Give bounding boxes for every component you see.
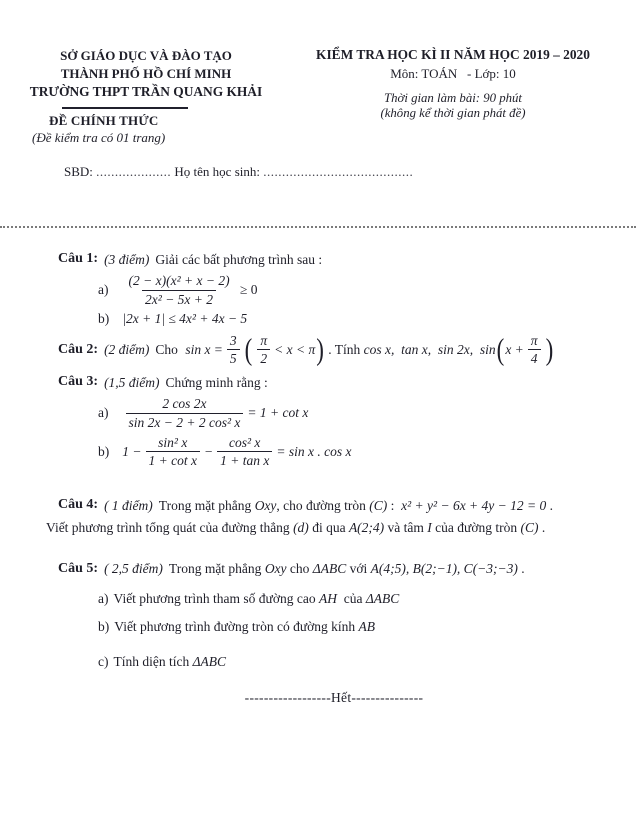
big-parenthesis: ( xyxy=(244,333,253,367)
plain-text: : xyxy=(387,497,402,513)
question-5-item-a xyxy=(98,591,610,607)
math-text: sin x = xyxy=(185,342,223,358)
header xyxy=(0,0,636,196)
fraction-numerator: (2 − x)(x² + x − 2) xyxy=(128,272,230,288)
question-4-heading xyxy=(58,495,610,515)
school-name: TRƯỜNG THPT TRẦN QUANG KHẢI xyxy=(29,83,263,99)
question-3-item-b-label: b) xyxy=(98,443,110,459)
plain-text: cho xyxy=(286,561,313,576)
question-1-label: Câu 1: xyxy=(58,251,99,267)
question-3-label: Câu 3: xyxy=(58,374,99,390)
big-parenthesis: ) xyxy=(316,333,324,367)
fraction-numerator: sin² x xyxy=(158,434,188,450)
math-text: 1 − xyxy=(122,443,142,459)
fraction-denominator: 1 + cot x xyxy=(146,451,200,469)
plain-text: . xyxy=(546,497,554,513)
big-parenthesis: ) xyxy=(545,333,554,367)
plain-text: và tâm xyxy=(384,519,428,535)
duration-note: (không kể thời gian phát đề) xyxy=(380,106,526,120)
subject-grade-line: Môn: TOÁN - Lớp: 10 xyxy=(390,66,516,81)
fraction-denominator: 5 xyxy=(227,349,240,367)
plain-text: ≥ 0 xyxy=(236,282,258,298)
question-3-item-a xyxy=(98,395,610,432)
question-3-points: (1,5 điểm) xyxy=(104,374,160,390)
header-left xyxy=(22,47,414,196)
math-text: ΔABC xyxy=(192,653,227,669)
question-5-points: ( 2,5 điểm) xyxy=(104,561,163,576)
pages-note: (Đề kiểm tra có 01 trang) xyxy=(32,130,166,146)
question-5-item-a-text xyxy=(114,591,400,607)
question-4-label: Câu 4: xyxy=(58,497,99,513)
question-5-item-b-text xyxy=(114,619,375,635)
question-5-item-c xyxy=(98,654,610,670)
fraction-denominator: 1 + tan x xyxy=(217,451,272,469)
fraction xyxy=(227,333,240,368)
plain-text: Viết phương trình đường tròn có đường kính xyxy=(114,618,359,634)
plain-text: . xyxy=(517,561,525,576)
department-line-2: THÀNH PHỐ HỒ CHÍ MINH xyxy=(60,65,232,81)
fraction-denominator: 4 xyxy=(528,349,541,367)
math-text: (d) xyxy=(293,519,309,535)
question-5-item-a-label: a) xyxy=(98,590,109,606)
question-4-points: ( 1 điểm) xyxy=(104,497,153,513)
question-2-formula xyxy=(185,332,554,369)
question-1-item-a xyxy=(98,272,610,309)
question-5 xyxy=(58,559,610,670)
question-1-item-b-formula xyxy=(122,311,247,327)
fraction xyxy=(528,333,541,368)
question-5-label: Câu 5: xyxy=(58,560,99,576)
question-5-item-b-label: b) xyxy=(98,618,110,634)
header-divider-rule xyxy=(62,107,188,109)
math-text: I xyxy=(427,519,432,535)
math-text: = 1 + cot x xyxy=(247,405,309,421)
big-parenthesis: ( xyxy=(496,333,505,367)
duration-line: Thời gian làm bài: 90 phút xyxy=(383,91,522,105)
math-text: |2x + 1| ≤ 4x² + 4x − 5 xyxy=(122,310,248,326)
math-text: (C) xyxy=(369,497,388,513)
math-text: ΔABC xyxy=(312,561,347,576)
question-1-item-b-label: b) xyxy=(98,310,110,326)
question-5-item-b xyxy=(98,619,610,635)
questions-area xyxy=(0,228,636,706)
question-5-line-1 xyxy=(169,559,525,579)
exam-title: KIỂM TRA HỌC KÌ II NĂM HỌC 2019 – 2020 xyxy=(316,47,590,62)
sbd-label: SBD: xyxy=(64,164,97,180)
plain-text: , cho đường tròn xyxy=(276,497,370,513)
math-text: AB xyxy=(358,618,376,634)
fraction-numerator: 3 xyxy=(229,332,237,348)
plain-text: của đường tròn xyxy=(431,519,521,535)
plain-text: của xyxy=(336,590,366,606)
exam-type-label: ĐỀ CHÍNH THỨC xyxy=(49,113,159,129)
fraction xyxy=(257,333,270,368)
plain-text: . xyxy=(538,519,546,535)
question-1-item-a-label: a) xyxy=(98,282,109,298)
math-text: x² + y² − 6x + 4y − 12 = 0 xyxy=(401,497,547,513)
math-text: A(4;5), B(2;−1), C(−3;−3) xyxy=(370,561,518,576)
math-text: = sin x . cos x xyxy=(276,443,352,459)
question-5-heading xyxy=(58,559,610,579)
student-name-blank-field: ........................................ xyxy=(263,164,414,180)
student-name-label: Họ tên học sinh: xyxy=(171,164,264,180)
question-1-heading xyxy=(58,249,610,269)
plain-text: với xyxy=(346,561,371,576)
question-3-intro: Chứng minh rằng : xyxy=(165,374,268,390)
math-text: x + xyxy=(505,342,524,358)
candidate-info-row xyxy=(22,148,414,196)
plain-text: Tính diện tích xyxy=(113,653,193,669)
question-3 xyxy=(58,372,610,470)
question-2-intro: Cho xyxy=(155,342,182,358)
fraction-denominator: sin 2x − 2 + 2 cos² x xyxy=(126,413,244,431)
fraction-numerator: 2 cos 2x xyxy=(162,395,207,411)
plain-text: Viết phương trình tổng quát của đường thẳng xyxy=(46,519,294,535)
fraction xyxy=(126,396,244,431)
math-text: < x < π xyxy=(274,342,316,358)
question-3-heading xyxy=(58,372,610,392)
fraction-numerator: π xyxy=(530,332,538,348)
math-text: cos x, tan x, sin 2x, sin xyxy=(363,342,496,358)
math-text: Oxy xyxy=(264,561,287,576)
header-right xyxy=(294,47,612,196)
question-2 xyxy=(58,332,610,369)
question-1-intro: Giải các bất phương trình sau : xyxy=(155,251,323,267)
department-line-1: SỞ GIÁO DỤC VÀ ĐÀO TẠO xyxy=(60,48,232,63)
fraction-denominator: 2x² − 5x + 2 xyxy=(142,290,216,308)
question-2-points: (2 điểm) xyxy=(104,342,150,358)
plain-text: . Tính xyxy=(324,342,364,358)
question-3-item-b xyxy=(98,434,610,471)
fraction-denominator: 2 xyxy=(257,349,270,367)
question-4-line-1 xyxy=(159,496,553,516)
sbd-blank-field: .................... xyxy=(96,164,172,180)
plain-text: Viết phương trình tham số đường cao xyxy=(113,590,319,606)
fraction xyxy=(217,435,272,470)
math-text: ΔABC xyxy=(365,590,400,606)
math-text: (C) xyxy=(520,519,539,535)
plain-text: Trong mặt phẳng xyxy=(158,497,255,513)
question-5-item-c-text xyxy=(114,654,227,670)
question-1-item-a-formula xyxy=(122,272,258,309)
question-1-points: (3 điểm) xyxy=(104,251,150,267)
math-text: AH xyxy=(318,590,337,606)
question-2-label: Câu 2: xyxy=(58,341,99,357)
end-marker: ------------------Hết--------------- xyxy=(244,689,424,705)
question-3-item-a-label: a) xyxy=(98,405,109,421)
question-1 xyxy=(58,249,610,326)
question-1-item-b xyxy=(98,311,610,327)
fraction xyxy=(126,273,233,308)
plain-text: Trong mặt phẳng xyxy=(168,561,265,576)
plain-text: đi qua xyxy=(308,519,349,535)
question-4 xyxy=(46,495,610,535)
fraction xyxy=(146,435,200,470)
fraction-numerator: π xyxy=(260,332,268,348)
question-3-item-b-formula xyxy=(122,434,351,471)
question-2-heading xyxy=(58,332,610,369)
question-4-line-2 xyxy=(46,520,610,536)
math-text: Oxy xyxy=(254,497,277,513)
math-text: A(2;4) xyxy=(348,519,385,535)
math-text: − xyxy=(203,443,214,459)
question-3-item-a-formula xyxy=(122,395,309,432)
question-5-item-c-label: c) xyxy=(98,653,109,669)
fraction-numerator: cos² x xyxy=(229,434,261,450)
